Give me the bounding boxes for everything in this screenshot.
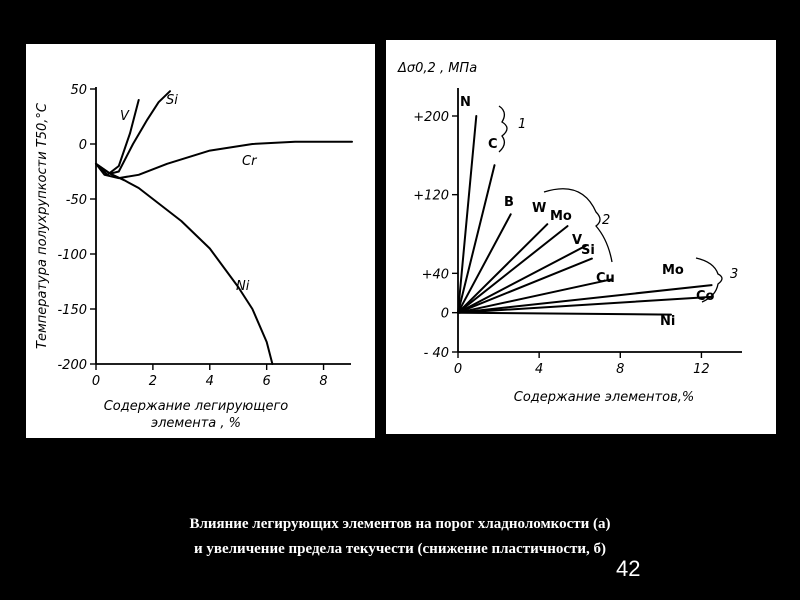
series-label-ni: Ni: [660, 314, 676, 329]
chart-a-series-ni-line: [96, 164, 272, 364]
chart-a-xtick-label: 8: [319, 374, 328, 389]
group-label-1: 1: [518, 117, 527, 132]
chart-a-ytick-label: -150: [57, 303, 87, 318]
chart-b-ytick-label: 0: [440, 306, 449, 322]
series-label-v: V: [120, 109, 129, 124]
chart-a-svg: [26, 44, 375, 438]
chart-a-ytick-label: -100: [57, 248, 87, 263]
chart-b-series-v-line: [458, 246, 586, 313]
series-label-si: Si: [166, 93, 178, 108]
group-label-3: 3: [730, 267, 739, 282]
series-label-si: Si: [581, 243, 595, 258]
group-label-2: 2: [602, 213, 611, 228]
chart-a-panel: [26, 44, 375, 438]
chart-a-xtick-label: 4: [205, 374, 214, 389]
chart-b-ytick-label: +40: [421, 267, 449, 283]
series-label-n: N: [460, 95, 471, 110]
chart-b-ytick-label: - 40: [423, 346, 449, 361]
series-label-w: W: [532, 201, 547, 216]
chart-a-ytick-label: 0: [78, 138, 87, 153]
chart-a-series-si-line: [96, 91, 170, 174]
chart-b-ytick-label: +120: [413, 188, 449, 204]
series-label-mo: Mo: [550, 209, 572, 224]
chart-a-xlabel-line1: Содержание легирующего: [103, 399, 289, 414]
chart-a-xtick-label: 2: [148, 374, 158, 389]
series-label-ni: Ni: [236, 279, 250, 294]
slide-caption: [0, 512, 800, 562]
chart-a-ytick-label: -200: [57, 358, 87, 373]
chart-b-series-mo-line: [458, 226, 568, 313]
chart-b-series-w-line: [458, 224, 547, 313]
caption-line-1: Влияние легирующих элементов на порог хладноломкости (а): [189, 516, 611, 532]
chart-a-ylabel: Температура полухрупкости T50,°C: [35, 103, 50, 349]
chart-b-xlabel: Содержание элементов,%: [513, 390, 695, 405]
chart-a-xtick-label: 6: [262, 374, 271, 389]
series-label-b: B: [504, 195, 514, 210]
chart-b-series-ni-line: [458, 313, 671, 315]
series-label-mo-2: Mo: [662, 263, 684, 278]
series-label-cr: Cr: [242, 154, 257, 169]
chart-a-xlabel-line2: элемента , %: [150, 416, 242, 431]
chart-a-ytick-label: 50: [70, 83, 87, 98]
chart-a-ytick-label: -50: [65, 193, 87, 208]
chart-a-series-cr-line: [96, 142, 352, 178]
chart-b-series-c-line: [458, 165, 495, 313]
chart-a-xtick-label: 0: [91, 374, 101, 389]
chart-b-xtick-label: 4: [535, 362, 544, 377]
series-label-co: Co: [696, 289, 715, 304]
chart-b-ylabel: Δσ0,2 , МПа: [398, 61, 478, 76]
chart-b-xtick-label: 12: [693, 362, 710, 377]
series-label-c: C: [488, 137, 498, 152]
group-brace-1: [499, 106, 507, 152]
series-label-cu: Cu: [596, 271, 615, 286]
series-label-v: V: [572, 233, 583, 248]
chart-a-series-v-line: [96, 100, 139, 175]
page-number: 42: [616, 556, 641, 581]
chart-b-panel: [386, 40, 776, 434]
chart-b-ytick-label: +200: [413, 110, 449, 125]
chart-b-svg: [386, 40, 776, 434]
caption-line-2: и увеличение предела текучести (снижение пластичности, б): [193, 541, 606, 557]
chart-b-xtick-label: 8: [616, 362, 625, 377]
chart-b-xtick-label: 0: [453, 362, 463, 377]
